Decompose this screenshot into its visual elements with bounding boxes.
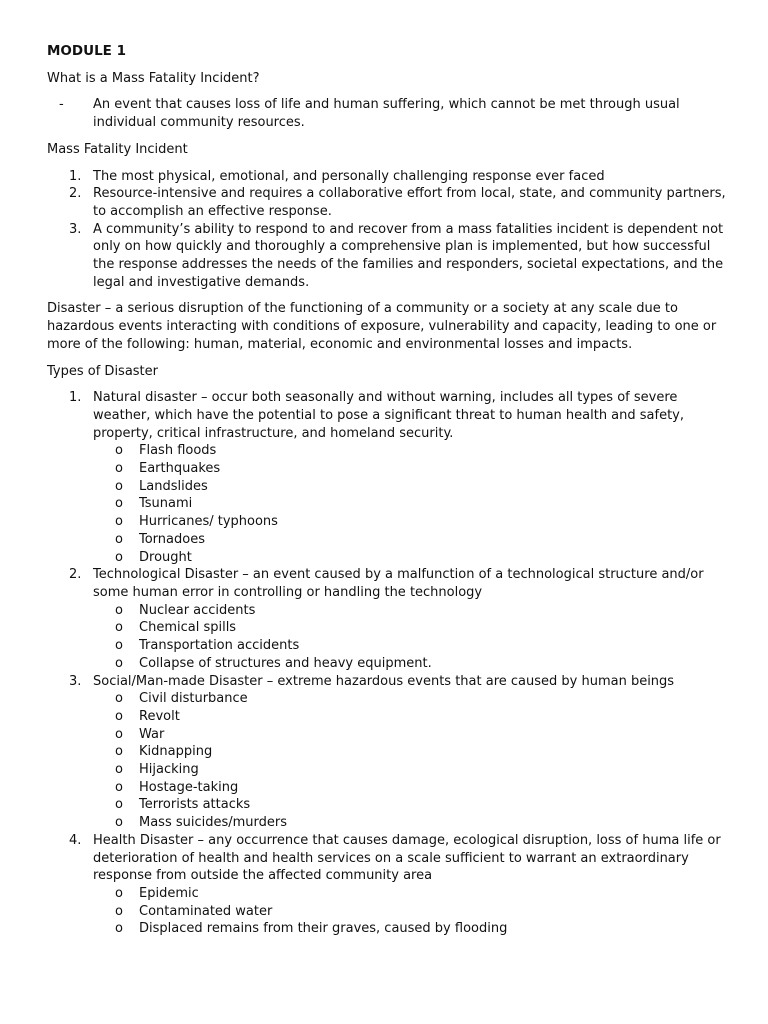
document-body [47,43,727,947]
circle-bullet: o [115,478,123,494]
disaster-type-item [47,566,727,672]
disaster-example-text: Displaced remains from their graves, caused by flooding [139,921,508,937]
mfi-list [47,168,727,292]
circle-bullet: o [115,496,123,512]
module-title: MODULE 1 [47,43,126,59]
disaster-example-item [93,442,727,460]
disaster-example-item [93,619,727,637]
circle-bullet: o [115,461,123,477]
disaster-example-text: Revolt [139,708,180,724]
disaster-example-text: Terrorists attacks [139,797,251,813]
disaster-example-item [93,513,727,531]
disaster-example-text: Collapse of structures and heavy equipment. [139,655,432,671]
disaster-example-text: Hijacking [139,762,199,778]
disaster-type-text: Health Disaster – any occurrence that causes damage, ecological disruption, loss of huma life or deterioration of health and health services on a scale sufficient to warrant an extraordinary response from outside the affected community area [93,832,721,884]
disaster-example-item [93,761,727,779]
disaster-examples-list [93,442,727,566]
mfi-heading: Mass Fatality Incident [47,141,188,157]
disaster-example-item [93,602,727,620]
disaster-example-text: Hurricanes/ typhoons [139,514,278,530]
circle-bullet: o [115,726,123,742]
circle-bullet: o [115,531,123,547]
disaster-example-item [93,478,727,496]
disaster-example-item [93,690,727,708]
disaster-examples-list [93,602,727,673]
disaster-example-text: Tsunami [139,496,193,512]
mfi-item [47,185,727,220]
disaster-example-item [93,796,727,814]
mfi-item-number: 3. [69,221,82,237]
disaster-type-text: Natural disaster – occur both seasonally and without warning, includes all types of severe weather, which have the potential to pose a significant threat to human health and safety, property, critical infrastructure, and homeland security. [93,390,685,441]
disaster-example-text: Epidemic [139,885,199,901]
disaster-example-text: Nuclear accidents [139,602,256,618]
disaster-example-item [93,531,727,549]
disaster-example-item [93,495,727,513]
disaster-example-item [93,708,727,726]
question-answer-text: An event that causes loss of life and human suffering, which cannot be met through usual individual community resources. [93,97,680,131]
question-heading: What is a Mass Fatality Incident? [47,70,260,86]
mfi-item-text: The most physical, emotional, and personally challenging response ever faced [93,168,605,184]
disaster-type-number: 2. [69,567,82,583]
circle-bullet: o [115,638,123,654]
disaster-type-text: Social/Man-made Disaster – extreme hazardous events that are caused by human beings [93,673,675,689]
disaster-example-item [93,903,727,921]
circle-bullet: o [115,443,123,459]
disaster-example-item [93,637,727,655]
disaster-example-text: Civil disturbance [139,691,248,707]
disaster-example-text: Flash floods [139,443,217,459]
disaster-type-item [47,832,727,938]
disaster-example-item [93,743,727,761]
circle-bullet: o [115,620,123,636]
mfi-item [47,221,727,292]
disaster-example-item [93,885,727,903]
circle-bullet: o [115,602,123,618]
disaster-definition: Disaster – a serious disruption of the functioning of a community or a society at any scale due to hazardous events interacting with conditions of exposure, vulnerability and capacity, leading to one or more of the following: human, material, economic and environmental losses and impacts. [47,301,717,352]
disaster-example-item [93,920,727,938]
disaster-example-text: Chemical spills [139,620,237,636]
circle-bullet: o [115,797,123,813]
disaster-example-text: Tornadoes [139,531,205,547]
disaster-example-item [93,726,727,744]
disaster-example-item [93,460,727,478]
circle-bullet: o [115,779,123,795]
disaster-examples-list [93,885,727,938]
circle-bullet: o [115,815,123,831]
disaster-example-text: Landslides [139,478,208,494]
disaster-examples-list [93,690,727,832]
disaster-example-text: Contaminated water [139,903,273,919]
disaster-type-text: Technological Disaster – an event caused by a malfunction of a technological structure and/or some human error in controlling or handling the technology [93,567,704,600]
disaster-example-item [93,549,727,567]
circle-bullet: o [115,655,123,671]
mfi-item-text: Resource-intensive and requires a collaborative effort from local, state, and community partners, to accomplish an effective response. [93,186,726,219]
question-answer-item [47,96,727,131]
disaster-example-text: Drought [139,549,192,565]
disaster-example-text: Hostage-taking [139,779,239,795]
disaster-example-text: Transportation accidents [139,638,300,654]
circle-bullet: o [115,744,123,760]
circle-bullet: o [115,762,123,778]
mfi-item [47,168,727,186]
circle-bullet: o [115,903,123,919]
disaster-type-item [47,389,727,566]
circle-bullet: o [115,708,123,724]
circle-bullet: o [115,549,123,565]
circle-bullet: o [115,691,123,707]
dash-bullet: - [59,97,64,113]
disaster-example-text: Mass suicides/murders [139,815,288,831]
types-heading: Types of Disaster [47,363,159,379]
circle-bullet: o [115,885,123,901]
disaster-type-number: 1. [69,390,82,406]
disaster-example-text: Kidnapping [139,744,213,760]
circle-bullet: o [115,921,123,937]
disaster-example-item [93,779,727,797]
disaster-example-item [93,655,727,673]
circle-bullet: o [115,514,123,530]
disaster-example-text: Earthquakes [139,461,221,477]
disaster-type-number: 4. [69,832,82,848]
disaster-type-item [47,673,727,832]
disaster-type-number: 3. [69,673,82,689]
disaster-example-text: War [139,726,165,742]
disaster-types-list [47,389,727,938]
disaster-example-item [93,814,727,832]
mfi-item-number: 1. [69,168,82,184]
mfi-item-text: A community’s ability to respond to and recover from a mass fatalities incident is dependent not only on how quickly and thoroughly a comprehensive plan is implemented, but how successful the response addresses the needs of the families and responders, societal expectations, and the legal and investigative demands. [93,221,724,290]
question-answer-list [47,96,727,131]
mfi-item-number: 2. [69,186,82,202]
